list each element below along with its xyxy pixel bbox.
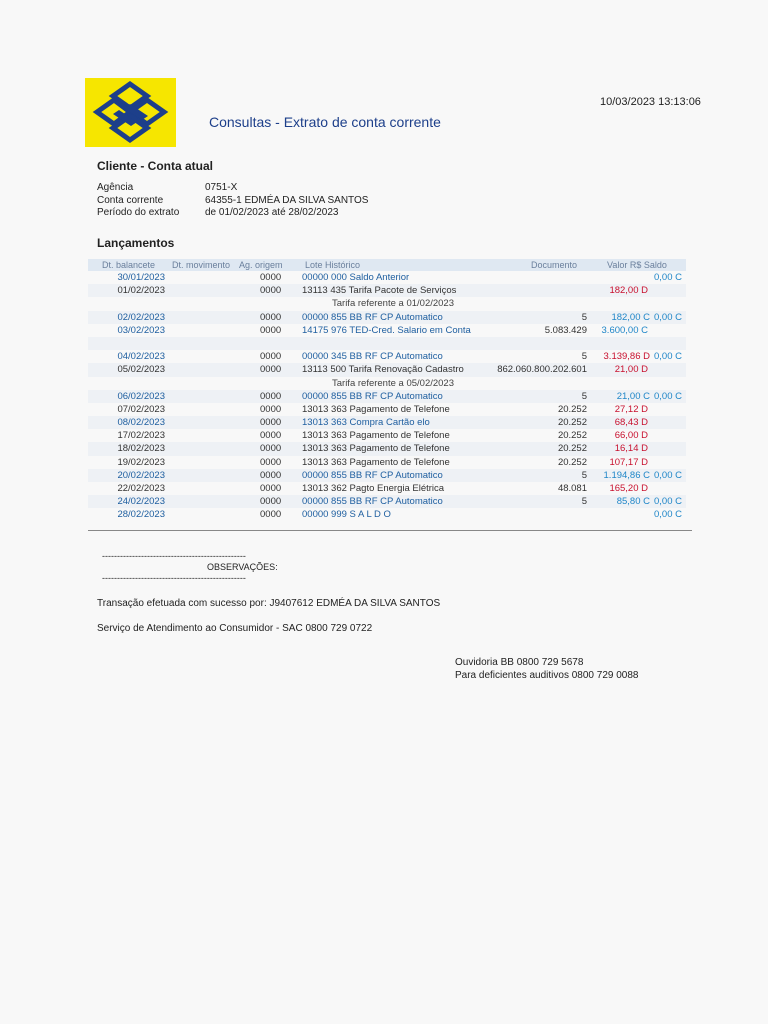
table-row bbox=[88, 416, 686, 429]
row-valor: 21,00 C bbox=[616, 390, 650, 402]
row-agencia: 0000 bbox=[260, 390, 282, 402]
table-row bbox=[88, 363, 686, 376]
row-valor-saldo bbox=[650, 509, 682, 520]
row-historico: 00000 345 BB RF CP Automatico bbox=[302, 351, 443, 363]
info-label: Conta corrente bbox=[97, 194, 164, 206]
row-date: 17/02/2023 bbox=[117, 430, 165, 442]
table-row bbox=[88, 390, 686, 403]
row-valor-saldo bbox=[609, 285, 648, 296]
table-row bbox=[88, 271, 686, 284]
row-note: Tarifa referente a 01/02/2023 bbox=[332, 298, 455, 310]
row-valor: 182,00 C bbox=[611, 311, 650, 323]
row-documento: 5 bbox=[581, 351, 587, 363]
row-agencia: 0000 bbox=[260, 417, 282, 429]
row-date: 01/02/2023 bbox=[117, 285, 165, 297]
row-valor-saldo bbox=[615, 404, 648, 415]
info-row-agencia bbox=[97, 182, 368, 195]
row-documento: 5.083.429 bbox=[544, 324, 587, 336]
col-movimento: Dt. movimento bbox=[172, 260, 231, 270]
row-valor-saldo bbox=[602, 325, 648, 336]
row-saldo: 0,00 C bbox=[654, 509, 682, 521]
row-valor: 21,00 D bbox=[614, 364, 648, 376]
table-header bbox=[88, 259, 686, 271]
row-valor-saldo bbox=[617, 391, 682, 402]
col-balancete: Dt. balancete bbox=[102, 260, 156, 270]
row-valor-saldo bbox=[615, 417, 648, 428]
info-row-periodo bbox=[97, 207, 368, 220]
table-row bbox=[88, 495, 686, 508]
row-agencia: 0000 bbox=[260, 272, 282, 283]
row-documento: 20.252 bbox=[557, 417, 587, 429]
col-documento: Documento bbox=[531, 260, 578, 270]
row-valor-saldo bbox=[609, 457, 648, 468]
row-historico: 13013 363 Pagamento de Telefone bbox=[302, 456, 450, 468]
col-agencia: Ag. origem bbox=[239, 260, 283, 270]
page-title: Consultas - Extrato de conta corrente bbox=[209, 114, 441, 130]
table-row bbox=[88, 508, 686, 521]
row-valor-saldo bbox=[611, 312, 682, 323]
row-saldo: 0,00 C bbox=[654, 272, 682, 283]
transactions-table bbox=[88, 259, 686, 522]
row-agencia: 0000 bbox=[260, 364, 282, 376]
row-documento: 48.081 bbox=[557, 483, 587, 494]
row-historico: 13013 363 Pagamento de Telefone bbox=[302, 403, 450, 415]
row-documento: 5 bbox=[581, 390, 587, 402]
row-documento: 20.252 bbox=[557, 403, 587, 415]
info-row-conta bbox=[97, 195, 368, 208]
row-valor: 66,00 D bbox=[614, 430, 648, 442]
row-historico: 13013 363 Pagamento de Telefone bbox=[302, 443, 450, 455]
table-row bbox=[88, 403, 686, 416]
row-valor-saldo bbox=[617, 496, 682, 507]
table-row bbox=[88, 482, 686, 495]
row-saldo: 0,00 C bbox=[654, 390, 682, 402]
obs-dashes-bottom: ------------------------------------------------ bbox=[102, 573, 246, 583]
table-row bbox=[88, 324, 686, 337]
row-agencia: 0000 bbox=[260, 311, 282, 323]
row-valor-saldo bbox=[609, 483, 648, 494]
row-historico: 00000 000 Saldo Anterior bbox=[302, 272, 410, 283]
table-row bbox=[88, 350, 686, 363]
row-agencia: 0000 bbox=[260, 509, 282, 521]
row-historico: 00000 855 BB RF CP Automatico bbox=[302, 469, 443, 481]
col-lote: Lote Histórico bbox=[305, 260, 361, 270]
table-body bbox=[88, 271, 686, 522]
divider bbox=[88, 530, 692, 531]
table-row bbox=[88, 284, 686, 297]
row-date: 05/02/2023 bbox=[117, 364, 165, 376]
row-agencia: 0000 bbox=[260, 456, 282, 468]
table-row bbox=[88, 456, 686, 469]
row-valor: 16,14 D bbox=[614, 443, 648, 455]
info-value: 64355-1 EDMÉA DA SILVA SANTOS bbox=[205, 194, 369, 206]
row-valor-saldo bbox=[615, 430, 648, 441]
row-agencia: 0000 bbox=[260, 483, 282, 494]
row-valor: 3.139,86 D bbox=[603, 351, 650, 363]
client-info bbox=[97, 182, 368, 220]
row-date: 24/02/2023 bbox=[117, 496, 165, 508]
row-agencia: 0000 bbox=[260, 351, 282, 363]
row-agencia: 0000 bbox=[260, 430, 282, 442]
row-historico: 00000 855 BB RF CP Automatico bbox=[302, 496, 443, 508]
row-date: 06/02/2023 bbox=[117, 390, 165, 402]
row-date: 07/02/2023 bbox=[117, 403, 165, 415]
row-agencia: 0000 bbox=[260, 403, 282, 415]
row-agencia: 0000 bbox=[260, 443, 282, 455]
row-date: 20/02/2023 bbox=[117, 469, 165, 481]
row-documento: 5 bbox=[581, 311, 587, 323]
row-agencia: 0000 bbox=[260, 469, 282, 481]
row-historico: 00000 999 S A L D O bbox=[302, 509, 391, 521]
row-date: 03/02/2023 bbox=[117, 324, 165, 336]
row-valor-saldo bbox=[615, 364, 648, 375]
row-valor: 165,20 D bbox=[609, 483, 648, 494]
row-date: 19/02/2023 bbox=[117, 456, 165, 468]
info-value: 0751-X bbox=[205, 182, 238, 193]
row-documento: 20.252 bbox=[557, 443, 587, 455]
info-label: Agência bbox=[97, 182, 134, 193]
bank-logo-icon bbox=[85, 78, 176, 147]
table-row-note bbox=[88, 297, 686, 310]
row-valor-saldo bbox=[604, 470, 682, 481]
transactions-heading: Lançamentos bbox=[97, 236, 175, 250]
row-documento: 5 bbox=[581, 469, 587, 481]
row-documento: 20.252 bbox=[557, 456, 587, 468]
transaction-text: Transação efetuada com sucesso por: J9407612 EDMÉA DA SILVA SANTOS bbox=[97, 598, 441, 609]
row-historico: 00000 855 BB RF CP Automatico bbox=[302, 390, 443, 402]
row-historico: 00000 855 BB RF CP Automatico bbox=[302, 311, 443, 323]
deficientes-text: Para deficientes auditivos 0800 729 0088 bbox=[455, 670, 639, 681]
row-date: 28/02/2023 bbox=[117, 509, 165, 521]
sac-text: Serviço de Atendimento ao Consumidor - SAC 0800 729 0722 bbox=[97, 623, 373, 634]
row-agencia: 0000 bbox=[260, 285, 282, 297]
row-documento: 5 bbox=[581, 496, 587, 508]
bank-logo bbox=[85, 78, 176, 147]
row-date: 08/02/2023 bbox=[117, 417, 165, 429]
row-valor: 68,43 D bbox=[614, 417, 648, 429]
col-valor: Valor R$ Saldo bbox=[607, 260, 667, 270]
table-row bbox=[88, 469, 686, 482]
row-historico: 13013 363 Pagamento de Telefone bbox=[302, 430, 450, 442]
row-documento: 20.252 bbox=[557, 430, 587, 442]
row-valor: 107,17 D bbox=[609, 456, 648, 468]
obs-dashes-top: ------------------------------------------------ bbox=[102, 551, 246, 561]
row-date: 02/02/2023 bbox=[117, 311, 165, 323]
row-agencia: 0000 bbox=[260, 496, 282, 508]
row-documento: 862.060.800.202.601 bbox=[497, 364, 587, 376]
timestamp: 10/03/2023 13:13:06 bbox=[600, 96, 701, 108]
row-saldo: 0,00 C bbox=[654, 311, 682, 323]
obs-label: OBSERVAÇÕES: bbox=[207, 562, 278, 572]
info-label: Período do extrato bbox=[97, 207, 180, 218]
row-valor-saldo bbox=[650, 272, 682, 283]
observations bbox=[102, 551, 278, 584]
row-valor: 1.194,86 C bbox=[603, 469, 650, 481]
row-historico: 13013 363 Compra Cartão elo bbox=[302, 417, 430, 429]
row-valor: 3.600,00 C bbox=[601, 324, 648, 336]
row-valor: 85,80 C bbox=[616, 496, 650, 508]
row-date: 30/01/2023 bbox=[117, 272, 165, 283]
table-row bbox=[88, 311, 686, 324]
ouvidoria-text: Ouvidoria BB 0800 729 5678 bbox=[455, 657, 584, 668]
row-valor: 182,00 D bbox=[609, 285, 648, 297]
table-row bbox=[88, 442, 686, 455]
table-row bbox=[88, 429, 686, 442]
row-saldo: 0,00 C bbox=[654, 351, 682, 363]
table-row-note bbox=[88, 377, 686, 390]
row-historico: 13113 500 Tarifa Renovação Cadastro bbox=[302, 364, 464, 376]
row-agencia: 0000 bbox=[260, 324, 282, 336]
row-historico: 14175 976 TED-Cred. Salario em Conta bbox=[302, 324, 471, 336]
row-saldo: 0,00 C bbox=[654, 469, 682, 481]
table-row-blank bbox=[88, 337, 686, 350]
row-valor-saldo bbox=[604, 351, 682, 362]
row-historico: 13013 362 Pagto Energia Elétrica bbox=[302, 483, 445, 494]
row-valor-saldo bbox=[615, 443, 648, 454]
row-date: 22/02/2023 bbox=[117, 483, 165, 494]
row-date: 04/02/2023 bbox=[117, 351, 165, 363]
client-heading: Cliente - Conta atual bbox=[97, 159, 214, 173]
row-note: Tarifa referente a 05/02/2023 bbox=[332, 377, 455, 389]
info-value: de 01/02/2023 até 28/02/2023 bbox=[205, 207, 339, 218]
row-valor: 27,12 D bbox=[614, 403, 648, 415]
row-saldo: 0,00 C bbox=[654, 496, 682, 508]
row-date: 18/02/2023 bbox=[117, 443, 165, 455]
row-historico: 13113 435 Tarifa Pacote de Serviços bbox=[302, 285, 457, 297]
